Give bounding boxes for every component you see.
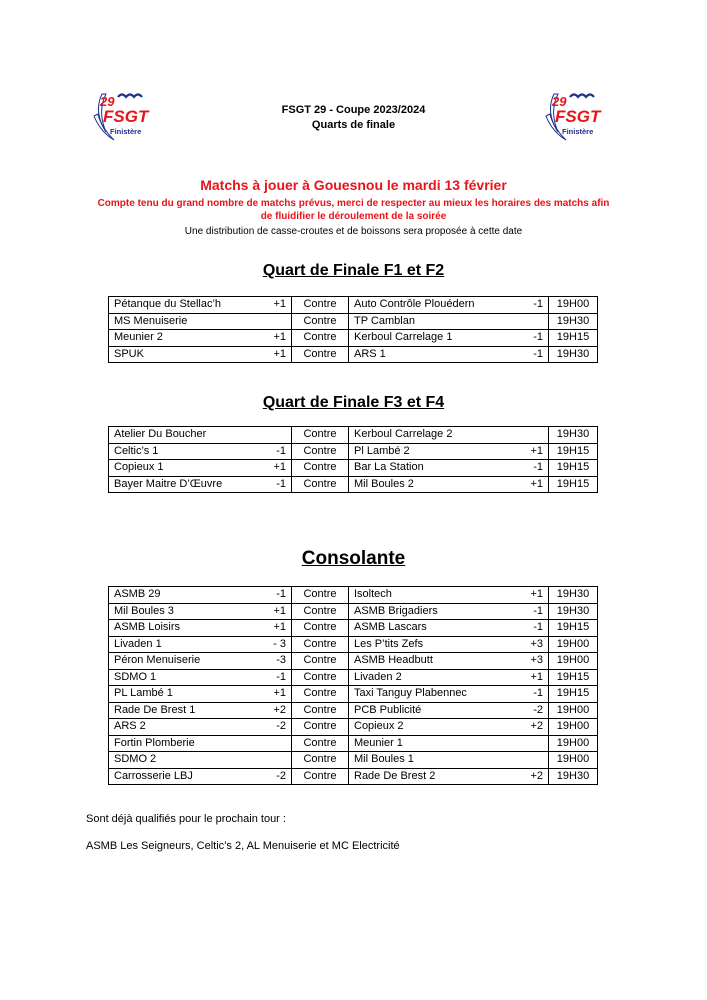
match-time: 19H30 (549, 313, 598, 330)
home-team-score: +1 (273, 604, 286, 617)
versus-cell: Contre (292, 476, 349, 493)
home-team-score: +1 (273, 298, 286, 311)
logo-number-text: 29 (552, 94, 567, 109)
event-title: Matchs à jouer à Gouesnou le mardi 13 février (200, 177, 507, 193)
matches-table-f3-f4 (108, 426, 598, 493)
match-row (109, 346, 598, 363)
away-team-cell (349, 460, 549, 477)
away-team-cell (349, 297, 549, 314)
away-team-name: Kerboul Carrelage 1 (354, 331, 453, 344)
match-row (109, 719, 598, 736)
away-team-cell (349, 346, 549, 363)
away-team-score: -1 (533, 298, 543, 311)
home-team-cell (109, 297, 292, 314)
away-team-cell (349, 768, 549, 785)
home-team-score: +1 (273, 461, 286, 474)
versus-cell: Contre (292, 735, 349, 752)
versus-cell: Contre (292, 702, 349, 719)
away-team-cell (349, 735, 549, 752)
away-team-name: ARS 1 (354, 347, 386, 360)
away-team-name: Auto Contrôle Plouédern (354, 298, 475, 311)
match-time: 19H15 (549, 669, 598, 686)
away-team-score: +3 (530, 637, 543, 650)
away-team-cell (349, 313, 549, 330)
home-team-name: Livaden 1 (114, 637, 162, 650)
versus-cell: Contre (292, 297, 349, 314)
away-team-name: Copieux 2 (354, 720, 404, 733)
home-team-name: SDMO 2 (114, 753, 157, 766)
home-team-name: PL Lambé 1 (114, 687, 173, 700)
home-team-score: +1 (273, 687, 286, 700)
logo-brand-text: FSGT (555, 107, 601, 126)
away-team-cell (349, 702, 549, 719)
qualified-list: ASMB Les Seigneurs, Celtic’s 2, AL Menuiserie et MC Electricité (86, 840, 400, 852)
match-time: 19H15 (549, 443, 598, 460)
away-team-name: Bar La Station (354, 461, 424, 474)
away-team-score: +1 (530, 477, 543, 490)
match-row (109, 313, 598, 330)
match-time: 19H30 (549, 603, 598, 620)
away-team-name: Rade De Brest 2 (354, 769, 436, 782)
home-team-score: +2 (273, 703, 286, 716)
home-team-cell (109, 587, 292, 604)
match-row (109, 587, 598, 604)
info-line: Une distribution de casse-croutes et de boissons sera proposée à cette date (184, 226, 523, 237)
away-team-score: +1 (530, 588, 543, 601)
away-team-cell (349, 636, 549, 653)
away-team-cell (349, 476, 549, 493)
away-team-score: -1 (533, 461, 543, 474)
home-team-cell (109, 669, 292, 686)
home-team-score: -2 (276, 769, 286, 782)
away-team-cell (349, 686, 549, 703)
logo-region-text: Finistère (562, 127, 594, 136)
section-title-consolante: Consolante (301, 548, 406, 569)
match-time: 19H00 (549, 297, 598, 314)
home-team-cell (109, 686, 292, 703)
notice-line-2: de fluidifier le déroulement de la soirée (260, 211, 447, 222)
matches-table-consolante (108, 586, 598, 785)
versus-cell: Contre (292, 653, 349, 670)
home-team-cell (109, 603, 292, 620)
match-time: 19H30 (549, 587, 598, 604)
away-team-score: -1 (533, 621, 543, 634)
match-time: 19H30 (549, 768, 598, 785)
match-time: 19H15 (549, 620, 598, 637)
away-team-cell (349, 752, 549, 769)
section-title-f3-f4: Quart de Finale F3 et F4 (262, 394, 445, 411)
logo-brand-text: FSGT (103, 107, 149, 126)
away-team-name: ASMB Brigadiers (354, 604, 438, 617)
home-team-name: Péron Menuiserie (114, 654, 201, 667)
away-team-score: +1 (530, 670, 543, 683)
match-time: 19H00 (549, 735, 598, 752)
away-team-name: Les P’tits Zefs (354, 637, 424, 650)
qualified-intro: Sont déjà qualifiés pour le prochain tour : (86, 813, 286, 825)
away-team-name: Kerboul Carrelage 2 (354, 428, 453, 441)
away-team-cell (349, 669, 549, 686)
home-team-score: -3 (276, 654, 286, 667)
home-team-name: SDMO 1 (114, 670, 157, 683)
away-team-score: +2 (530, 720, 543, 733)
match-time: 19H00 (549, 752, 598, 769)
away-team-name: Livaden 2 (354, 670, 402, 683)
away-team-name: Isoltech (354, 588, 392, 601)
match-time: 19H00 (549, 719, 598, 736)
match-time: 19H00 (549, 653, 598, 670)
header-subtitle: Quarts de finale (311, 119, 396, 131)
home-team-cell (109, 636, 292, 653)
match-row (109, 735, 598, 752)
match-row (109, 443, 598, 460)
away-team-score: -1 (533, 687, 543, 700)
away-team-cell (349, 620, 549, 637)
match-time: 19H15 (549, 460, 598, 477)
home-team-name: Atelier Du Boucher (114, 428, 207, 441)
versus-cell: Contre (292, 460, 349, 477)
home-team-cell (109, 752, 292, 769)
away-team-score: +1 (530, 444, 543, 457)
home-team-cell (109, 346, 292, 363)
home-team-score: +1 (273, 331, 286, 344)
versus-cell: Contre (292, 719, 349, 736)
away-team-name: ASMB Lascars (354, 621, 427, 634)
home-team-cell (109, 460, 292, 477)
home-team-name: Copieux 1 (114, 461, 164, 474)
match-time: 19H00 (549, 636, 598, 653)
away-team-score: -1 (533, 331, 543, 344)
home-team-cell (109, 313, 292, 330)
header-title: FSGT 29 - Coupe 2023/2024 (281, 104, 426, 116)
home-team-score: +1 (273, 347, 286, 360)
match-time: 19H15 (549, 476, 598, 493)
away-team-name: Meunier 1 (354, 736, 403, 749)
match-row (109, 702, 598, 719)
home-team-cell (109, 719, 292, 736)
home-team-score: -1 (276, 588, 286, 601)
versus-cell: Contre (292, 752, 349, 769)
home-team-cell (109, 653, 292, 670)
matches-table-f1-f2 (108, 296, 598, 363)
home-team-cell (109, 427, 292, 444)
away-team-name: Pl Lambé 2 (354, 444, 410, 457)
home-team-cell (109, 476, 292, 493)
match-time: 19H30 (549, 346, 598, 363)
away-team-cell (349, 603, 549, 620)
versus-cell: Contre (292, 669, 349, 686)
match-row (109, 620, 598, 637)
home-team-cell (109, 735, 292, 752)
versus-cell: Contre (292, 346, 349, 363)
away-team-name: Mil Boules 1 (354, 753, 414, 766)
match-row (109, 752, 598, 769)
match-row (109, 686, 598, 703)
match-time: 19H30 (549, 427, 598, 444)
home-team-score: - 3 (273, 637, 286, 650)
notice-line-1: Compte tenu du grand nombre de matchs prévus, merci de respecter au mieux les horaires des matchs afin (97, 198, 610, 209)
away-team-score: +3 (530, 654, 543, 667)
match-row (109, 768, 598, 785)
away-team-cell (349, 587, 549, 604)
section-title-f1-f2: Quart de Finale F1 et F2 (262, 262, 445, 279)
away-team-cell (349, 427, 549, 444)
away-team-score: -1 (533, 604, 543, 617)
logo-number-text: 29 (100, 94, 115, 109)
versus-cell: Contre (292, 313, 349, 330)
home-team-score: -2 (276, 720, 286, 733)
versus-cell: Contre (292, 443, 349, 460)
versus-cell: Contre (292, 768, 349, 785)
home-team-name: Bayer Maitre D’Œuvre (114, 477, 223, 490)
home-team-cell (109, 330, 292, 347)
away-team-score: -1 (533, 347, 543, 360)
away-team-cell (349, 719, 549, 736)
away-team-name: Taxi Tanguy Plabennec (354, 687, 467, 700)
away-team-cell (349, 443, 549, 460)
match-row (109, 636, 598, 653)
home-team-name: Rade De Brest 1 (114, 703, 196, 716)
versus-cell: Contre (292, 330, 349, 347)
away-team-name: Mil Boules 2 (354, 477, 414, 490)
away-team-name: ASMB Headbutt (354, 654, 433, 667)
home-team-cell (109, 768, 292, 785)
home-team-score: -1 (276, 670, 286, 683)
home-team-score: -1 (276, 477, 286, 490)
versus-cell: Contre (292, 427, 349, 444)
match-row (109, 330, 598, 347)
versus-cell: Contre (292, 686, 349, 703)
home-team-cell (109, 443, 292, 460)
versus-cell: Contre (292, 620, 349, 637)
match-time: 19H15 (549, 330, 598, 347)
versus-cell: Contre (292, 587, 349, 604)
home-team-name: Meunier 2 (114, 331, 163, 344)
versus-cell: Contre (292, 603, 349, 620)
home-team-name: Mil Boules 3 (114, 604, 174, 617)
away-team-score: +2 (530, 769, 543, 782)
home-team-score: -1 (276, 444, 286, 457)
home-team-score: +1 (273, 621, 286, 634)
home-team-cell (109, 620, 292, 637)
home-team-cell (109, 702, 292, 719)
home-team-name: ASMB 29 (114, 588, 161, 601)
match-row (109, 460, 598, 477)
logo-region-text: Finistère (110, 127, 142, 136)
away-team-score: -2 (533, 703, 543, 716)
match-row (109, 669, 598, 686)
home-team-name: SPUK (114, 347, 144, 360)
versus-cell: Contre (292, 636, 349, 653)
home-team-name: Pétanque du Stellac’h (114, 298, 222, 311)
home-team-name: ASMB Loisirs (114, 621, 181, 634)
away-team-name: PCB Publicité (354, 703, 422, 716)
match-row (109, 653, 598, 670)
match-time: 19H00 (549, 702, 598, 719)
home-team-name: Celtic’s 1 (114, 444, 159, 457)
match-time: 19H15 (549, 686, 598, 703)
away-team-name: TP Camblan (354, 314, 415, 327)
home-team-name: MS Menuiserie (114, 314, 188, 327)
match-row (109, 603, 598, 620)
away-team-cell (349, 653, 549, 670)
home-team-name: ARS 2 (114, 720, 146, 733)
match-row (109, 297, 598, 314)
home-team-name: Fortin Plomberie (114, 736, 195, 749)
away-team-cell (349, 330, 549, 347)
match-row (109, 427, 598, 444)
match-row (109, 476, 598, 493)
home-team-name: Carrosserie LBJ (114, 769, 193, 782)
